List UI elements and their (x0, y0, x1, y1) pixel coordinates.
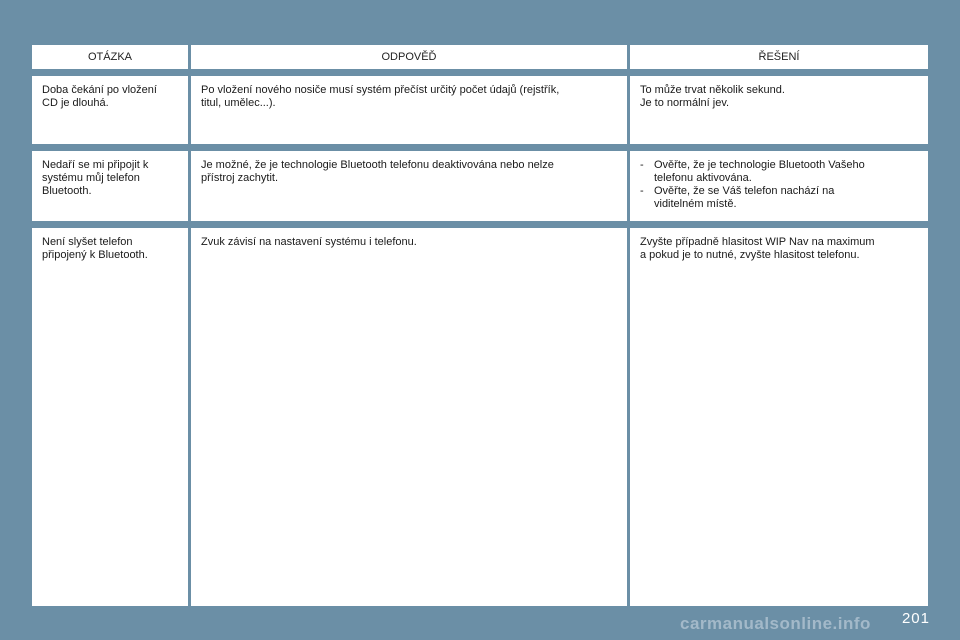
row3-solution-line: a pokud je to nutné, zvyšte hlasitost telefonu. (640, 249, 860, 261)
header-question-label: OTÁZKA (87, 51, 132, 63)
row3-question (32, 228, 188, 606)
row1-question (32, 76, 188, 144)
header-answer (191, 45, 627, 69)
row2-solution (630, 151, 928, 221)
bullet-line: Ověřte, že se Váš telefon nachází na (654, 185, 835, 197)
watermark: carmanualsonline.info (680, 614, 871, 633)
row2-question (32, 151, 188, 221)
header-solution-label: ŘEŠENÍ (758, 51, 800, 63)
row1-solution (630, 76, 928, 144)
row1-answer-line: Po vložení nového nosiče musí systém přečíst určitý počet údajů (rejstřík, (201, 84, 560, 96)
row2-question-line: Nedaří se mi připojit k (42, 159, 149, 171)
row3-solution (630, 228, 928, 606)
row2-answer-line: Je možné, že je technologie Bluetooth telefonu deaktivována nebo nelze (201, 159, 554, 171)
row1-answer-line: titul, umělec...). (201, 97, 276, 109)
row3-solution-line: Zvyšte případně hlasitost WIP Nav na maximum (640, 236, 875, 248)
row2-answer-line: přístroj zachytit. (201, 172, 279, 184)
row2-answer (191, 151, 627, 221)
row2-question-line: Bluetooth. (42, 185, 92, 197)
row3-question-line: Není slyšet telefon (42, 236, 133, 248)
row3-question-line: připojený k Bluetooth. (42, 249, 148, 261)
bullet-line: telefonu aktivována. (654, 172, 752, 184)
header-answer-label: ODPOVĚĎ (381, 51, 437, 63)
row1-question-line: Doba čekání po vložení (42, 84, 157, 96)
bullet-dash: - (640, 185, 644, 197)
row1-question-line: CD je dlouhá. (42, 97, 109, 109)
bullet-line: viditelném místě. (654, 198, 737, 210)
bullet-line: Ověřte, že je technologie Bluetooth Vašeho (654, 159, 865, 171)
header-solution (630, 45, 928, 69)
row3-answer-line: Zvuk závisí na nastavení systému i telefonu. (201, 236, 417, 248)
header-question (32, 45, 188, 69)
row1-answer (191, 76, 627, 144)
row1-solution-line: Je to normální jev. (640, 97, 730, 109)
row2-solution-bullet (640, 159, 918, 185)
row3-answer (191, 228, 627, 606)
row2-solution-bullet (640, 185, 918, 211)
row2-question-line: systému můj telefon (42, 172, 140, 184)
page-number: 201 (901, 610, 930, 627)
bullet-dash: - (640, 159, 644, 171)
row1-solution-line: To může trvat několik sekund. (640, 84, 785, 96)
